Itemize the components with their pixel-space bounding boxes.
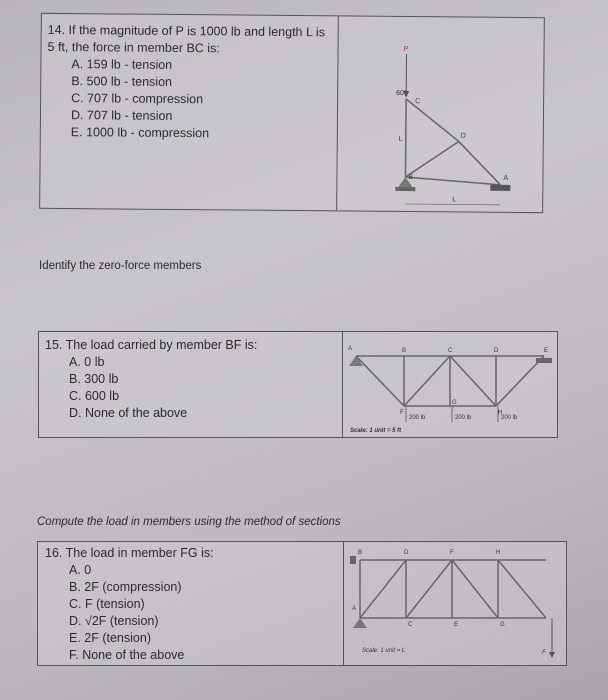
- q14-member-ba: [405, 177, 500, 185]
- q16-label-c: C: [408, 622, 413, 628]
- question-14-box: [39, 13, 545, 213]
- q14-label-d: D: [460, 132, 466, 140]
- q16-roller-support-b: [350, 556, 356, 564]
- q14-label-l-vertical: L: [398, 135, 403, 143]
- q14-option-c[interactable]: C. 707 lb - compression: [71, 91, 204, 107]
- q16-option-a[interactable]: A. 0: [69, 563, 92, 577]
- q15-label-e: E: [544, 348, 549, 354]
- q15-load-label-2: 200 lb: [455, 415, 472, 421]
- q16-pin-support-a: [353, 618, 367, 628]
- q15-member-he: [496, 356, 544, 406]
- q14-option-b[interactable]: B. 500 lb - tension: [71, 74, 173, 89]
- q14-label-c: C: [415, 98, 421, 106]
- q15-option-b[interactable]: B. 300 lb: [69, 372, 119, 386]
- q15-label-b: B: [402, 348, 407, 354]
- q14-ground-b: [395, 187, 415, 191]
- zero-force-heading: Identify the zero-force members: [39, 260, 202, 272]
- q16-label-b: B: [358, 550, 363, 556]
- q15-option-d[interactable]: D. None of the above: [69, 406, 188, 420]
- q16-divider: [343, 542, 344, 665]
- q15-label-d: D: [494, 348, 499, 354]
- q15-stem: 15. The load carried by member BF is:: [45, 338, 258, 352]
- q15-label-f: F: [400, 410, 404, 416]
- question-14-text: [47, 22, 338, 144]
- q15-label-a: A: [348, 346, 353, 352]
- q15-roller-support-e: [536, 358, 552, 363]
- q16-label-a: A: [352, 606, 357, 612]
- q14-label-p: P: [403, 45, 409, 54]
- q15-member-ch: [450, 356, 496, 406]
- q15-load-label-3: 200 lb: [501, 415, 518, 421]
- q16-label-load: F: [542, 650, 546, 656]
- question-16-box: [37, 541, 567, 666]
- question-15-box: [38, 331, 558, 438]
- question-15-text: [45, 337, 340, 422]
- q16-option-b[interactable]: B. 2F (compression): [69, 580, 182, 594]
- q16-label-f: F: [450, 550, 454, 556]
- q16-label-h: H: [496, 550, 501, 556]
- q16-member-fg: [452, 560, 498, 618]
- q16-member-ad: [360, 560, 406, 618]
- q14-stem-line2: 5 ft, the force in member BC is:: [47, 39, 220, 56]
- q15-member-af: [356, 356, 404, 406]
- q14-label-a: A: [503, 174, 509, 182]
- q16-scale-note: Scale: 1 unit = L: [362, 648, 406, 654]
- q14-dimension-line: [405, 204, 500, 205]
- q14-truss-figure: [340, 18, 542, 210]
- q15-label-g: G: [452, 400, 457, 406]
- sections-heading: Compute the load in members using the method of sections: [37, 516, 341, 528]
- q16-load-arrowhead: [549, 652, 555, 658]
- q16-label-e: E: [454, 622, 459, 628]
- q16-option-c[interactable]: C. F (tension): [69, 597, 145, 611]
- q14-member-da: [458, 141, 500, 184]
- q14-stem-line1: 14. If the magnitude of P is 1000 lb and length L is: [47, 22, 326, 40]
- q14-roller-support-a: [490, 185, 510, 191]
- q14-label-l-horizontal: L: [452, 196, 457, 204]
- q14-option-a[interactable]: A. 159 lb - tension: [71, 57, 173, 72]
- q14-member-bd: [405, 141, 458, 177]
- q16-member-h-end: [498, 560, 546, 618]
- q16-option-e[interactable]: E. 2F (tension): [69, 631, 151, 645]
- q14-option-e[interactable]: E. 1000 lb - compression: [70, 125, 210, 141]
- q15-label-c: C: [448, 348, 453, 354]
- q16-label-d: D: [404, 550, 409, 556]
- q15-truss-figure: [344, 334, 556, 436]
- q14-member-bc: [405, 99, 406, 177]
- q15-load-label-1: 200 lb: [409, 415, 426, 421]
- question-16-text: [45, 545, 341, 664]
- q15-divider: [342, 332, 343, 437]
- q14-label-angle: 60°: [396, 89, 407, 98]
- q15-scale-note: Scale: 1 unit = 5 ft: [350, 428, 402, 434]
- q16-option-f[interactable]: F. None of the above: [69, 648, 185, 662]
- q15-member-fc: [404, 356, 450, 406]
- q16-stem: 16. The load in member FG is:: [45, 546, 214, 560]
- q16-label-g: G: [500, 622, 505, 628]
- q14-member-cd: [406, 99, 459, 141]
- q16-member-cf: [406, 560, 452, 618]
- q14-option-d[interactable]: D. 707 lb - tension: [70, 108, 173, 123]
- q15-label-h: H: [498, 410, 503, 416]
- q14-label-b: B: [408, 174, 414, 182]
- q16-truss-figure: [346, 544, 566, 664]
- q16-option-d[interactable]: D. √2F (tension): [69, 614, 159, 628]
- q15-option-c[interactable]: C. 600 lb: [69, 389, 120, 403]
- q15-option-a[interactable]: A. 0 lb: [69, 355, 105, 369]
